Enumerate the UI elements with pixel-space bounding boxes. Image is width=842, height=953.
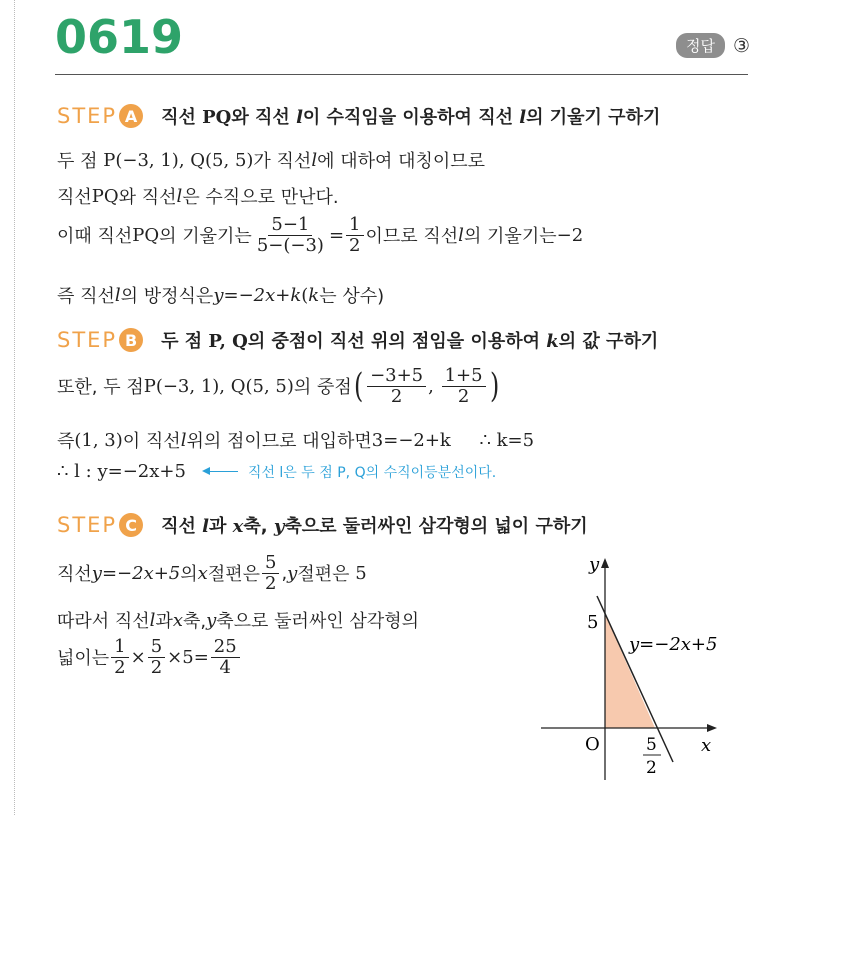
step-title: 직선 l과 x축, y축으로 둘러싸인 삼각형의 넓이 구하기: [161, 516, 588, 537]
step-letter-badge: C: [119, 513, 143, 537]
line-equation-label: y=−2x+5: [629, 634, 718, 655]
problem-number: 0619: [55, 10, 184, 64]
y-axis-arrow-icon: [601, 558, 609, 568]
step-c-line-2: 따라서 직선 l 과 x 축, y 축으로 둘러싸인 삼각형의: [57, 609, 419, 632]
triangle-graph: [515, 550, 755, 790]
step-word: STEP: [57, 513, 118, 537]
step-a-heading: [57, 103, 660, 129]
step-word: STEP: [57, 328, 118, 352]
step-word: STEP: [57, 104, 118, 128]
step-a-line-2: 직선 PQ 와 직선 l 은 수직으로 만난다.: [57, 185, 339, 208]
left-arrow-icon: [204, 471, 238, 472]
answer-box: [676, 33, 750, 58]
x-intercept-numerator: 5: [646, 735, 657, 755]
step-title: 두 점 P, Q의 중점이 직선 위의 점임을 이용하여 k의 값 구하기: [161, 331, 659, 352]
step-c-heading: [57, 512, 588, 538]
answer-badge: 정답: [676, 33, 725, 58]
step-letter-badge: B: [119, 328, 143, 352]
step-title: 직선 PQ와 직선 l이 수직임을 이용하여 직선 l의 기울기 구하기: [161, 107, 661, 128]
header-rule: [55, 74, 748, 75]
step-letter-badge: A: [119, 104, 143, 128]
slope-fraction: $\frac{5-1}{5-(-3)}$: [256, 214, 324, 256]
step-a-line-3: 이때 직선 PQ 의 기울기는 $\frac{5-1}{5-(-3)}$ = $\frac{1}{2}$ 이므로 직선 l 의 기울기는 −2: [57, 214, 584, 256]
x-axis-arrow-icon: [707, 724, 717, 732]
midpoint-x-fraction: $\frac{-3+5}{2}$: [367, 366, 426, 407]
step-a-line-4: 즉 직선 l 의 방정식은 y=−2x+k ( k 는 상수): [57, 284, 385, 307]
step-c-line-3: 넓이는 $\frac{1}{2}$ × $\frac{5}{2}$ ×5= $\frac{25}{4}$: [57, 637, 242, 678]
area-result-fraction: $\frac{25}{4}$: [211, 637, 240, 678]
y-intercept-label: 5: [587, 612, 599, 633]
x-axis-label: x: [701, 735, 712, 756]
answer-value: ③: [732, 34, 750, 57]
step-b-line-1: 또한, 두 점 P(−3, 1), Q(5, 5) 의 중점 ( $\frac{-3+5}{2}$ , $\frac{1+5}{2}$ ): [57, 365, 499, 407]
step-c-line-1: 직선 y=−2x+5 의 x 절편은 $\frac{5}{2}$ , y 절편은 5: [57, 552, 367, 594]
step-b-line-3: ∴ l : y=−2x+5 직선 l은 두 점 P, Q의 수직이등분선이다.: [57, 461, 497, 482]
x-intercept-denominator: 2: [646, 758, 657, 778]
step-b-heading: [57, 327, 658, 353]
step-b-line-2: 즉 (1, 3) 이 직선 l 위의 점이므로 대입하면 3=−2+k ∴ k=5: [57, 429, 535, 452]
perpendicular-bisector-note: 직선 l은 두 점 P, Q의 수직이등분선이다.: [204, 462, 496, 482]
origin-label: O: [585, 734, 600, 755]
midpoint-y-fraction: $\frac{1+5}{2}$: [442, 366, 486, 407]
y-axis-label: y: [589, 554, 600, 575]
step-a-line-1: 두 점 P(−3, 1), Q(5, 5) 가 직선 l 에 대하여 대칭이므로: [57, 149, 486, 172]
x-intercept-fraction: $\frac{5}{2}$: [262, 553, 279, 594]
half-fraction: $\frac{1}{2}$: [346, 215, 363, 256]
margin-dotted-line: [14, 0, 15, 815]
